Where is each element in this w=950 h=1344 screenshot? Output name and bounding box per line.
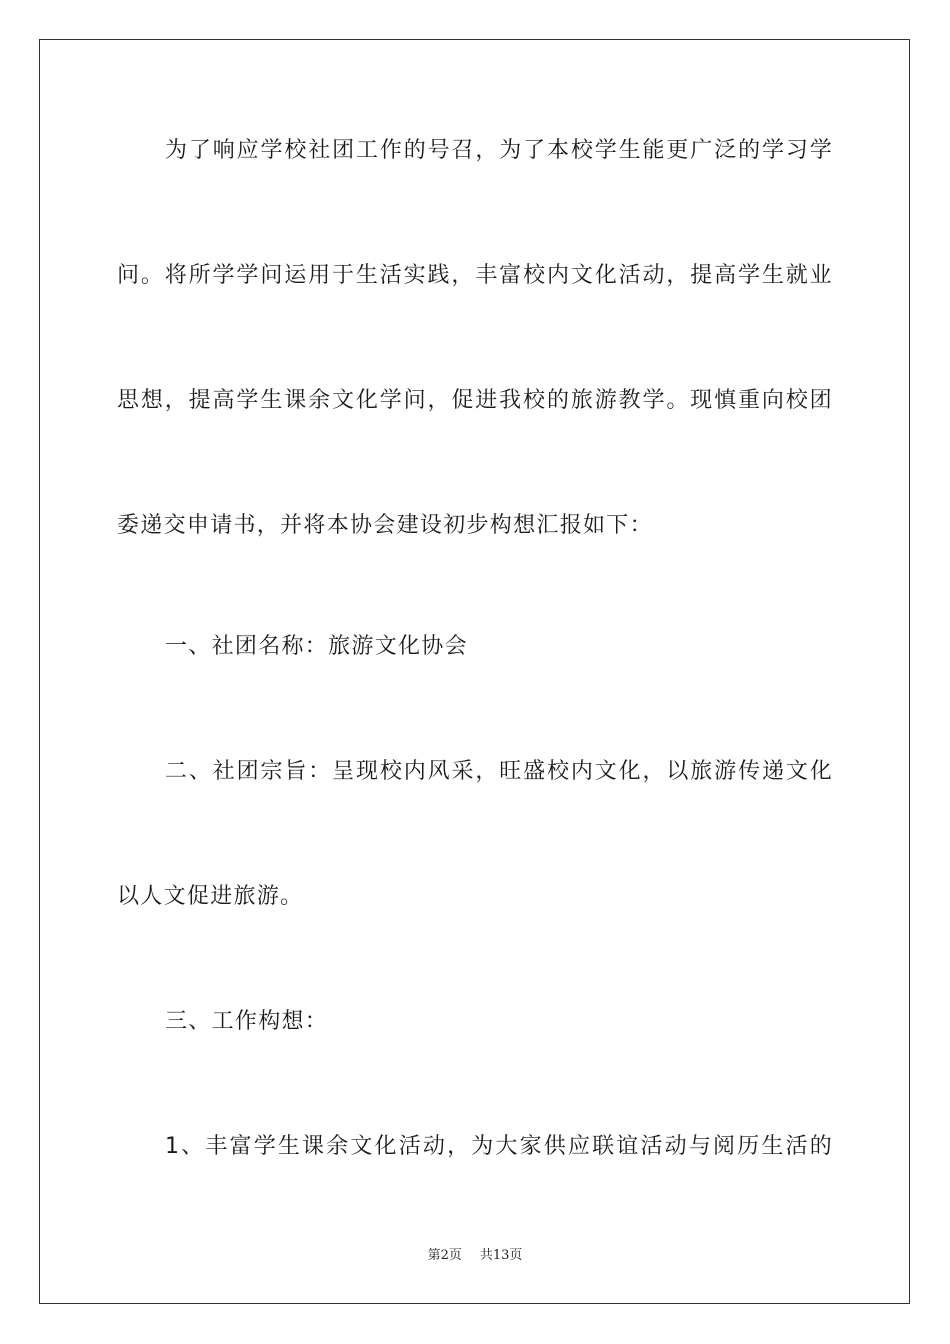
page-number: 第2页 bbox=[427, 1248, 462, 1263]
section-heading-purpose: 二、社团宗旨：呈现校内风采，旺盛校内文化，以旅游传递文化 bbox=[165, 759, 833, 784]
paragraph-line-3: 思想，提高学生课余文化学问，促进我校的旅游教学。现慎重向校团 bbox=[117, 388, 833, 413]
paragraph-line-1: 为了响应学校社团工作的号召，为了本校学生能更广泛的学习学 bbox=[165, 138, 833, 163]
paragraph-line-2: 问。将所学学问运用于生活实践，丰富校内文化活动，提高学生就业 bbox=[117, 263, 833, 288]
paragraph-line-purpose-cont: 以人文促进旅游。 bbox=[117, 884, 304, 909]
list-item-1: 1、丰富学生课余文化活动，为大家供应联谊活动与阅历生活的 bbox=[165, 1134, 833, 1159]
page-footer bbox=[0, 1247, 950, 1265]
page-border bbox=[39, 39, 910, 1304]
section-heading-plan: 三、工作构想： bbox=[165, 1009, 329, 1034]
paragraph-line-4: 委递交申请书，并将本协会建设初步构想汇报如下： bbox=[117, 513, 653, 538]
page-total: 共13页 bbox=[479, 1248, 523, 1263]
section-heading-name: 一、社团名称：旅游文化协会 bbox=[165, 634, 468, 659]
